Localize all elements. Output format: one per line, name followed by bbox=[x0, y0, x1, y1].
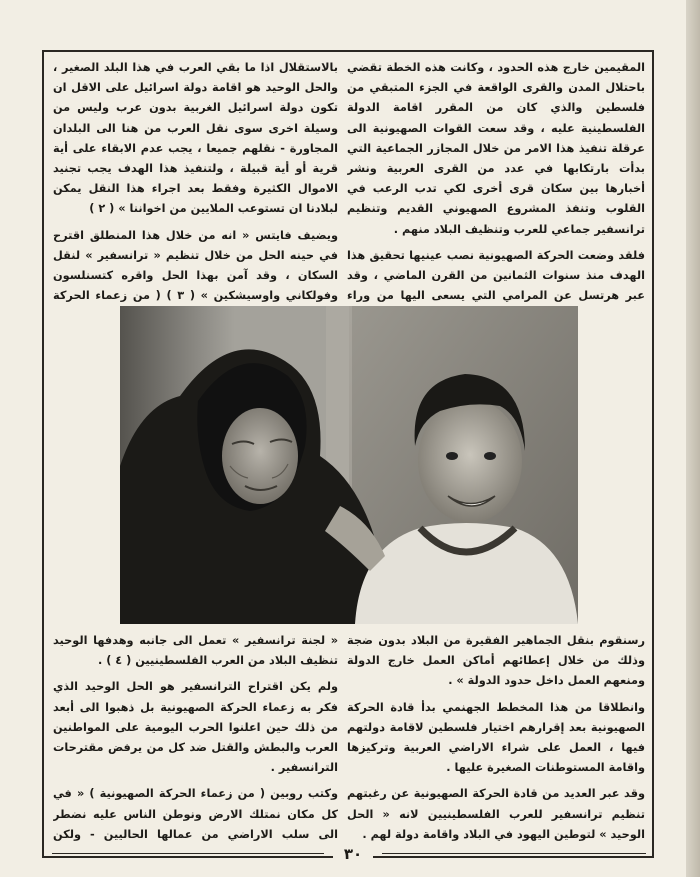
footer-rule-right bbox=[382, 853, 646, 854]
paragraph: وكتب روبين ( من زعماء الحركة الصهيونية ) « في كل مكان نمتلك الارض ونوطن الناس عليه نضطر الى سلب الاراضي من عمالها الحاليين - ولكن bbox=[53, 787, 338, 841]
column-left-bottom bbox=[53, 631, 338, 847]
column-right-top bbox=[347, 58, 645, 304]
paragraph: ولم يكن اقتراح الترانسفير هو الحل الوحيد الذي فكر به زعماء الحركة الصهيونية بل ذهبوا الى أبعد من ذلك حين اعلنوا الحرب اليومية على المواطنين العرب والبطش والقتل ضد كل من يرفض مقترحات الترانسفير . bbox=[53, 680, 338, 775]
footer-rule-left bbox=[52, 853, 324, 854]
photo-elderly-woman-and-boy bbox=[120, 306, 578, 624]
paragraph: رسنقوم بنقل الجماهير الفقيرة من البلاد بدون ضجة وذلك من خلال إعطائهم أماكن العمل خارج الدولة ومنعهم العمل داخل حدود الدولة » . bbox=[347, 634, 645, 688]
page-number: ٣٠ bbox=[333, 845, 373, 863]
photo-illustration bbox=[120, 306, 578, 624]
column-left-top bbox=[53, 58, 338, 304]
paragraph: ويضيف فايتس « انه من خلال هذا المنطلق اقترح في حينه الحل من خلال تنظيم « ترانسفير » لنقل السكان ، وقد آمن بهذا الحل واقره كتسنلسون وفولكاني واوسيشكين » ( ٣ ) ( من زعماء الحركة bbox=[53, 228, 338, 303]
paragraph: وقد عبر العديد من قادة الحركة الصهيونية عن رغبتهم تنظيم ترانسفير للعرب الفلسطينيين لانه « الحل الوحيد » لتوطين اليهود في البلاد واقامة دولة لهم . bbox=[347, 787, 645, 841]
paragraph: المقيمين خارج هذه الحدود ، وكانت هذه الخطة تقضي باحتلال المدن والقرى الواقعة في الجزء المتبقي من فلسطين والذي كان من المقرر اقامة الدولة الفلسطينية عليه ، وقد سعت القوات الصهيونية الى عرقلة تنفيذ هذا الامر من خلال المجازر الجماعية التي بدأت بارتكابها في عدد من القرى العربية ونشر أخبارها بين سكان قرى أخرى لكي تدب الرعب في القلوب وتنفذ المشروع الصهيوني القديم وتنظيم ترانسفير جماعي للعرب وتنظيف البلاد منهم . bbox=[347, 61, 645, 236]
column-right-bottom bbox=[347, 631, 645, 847]
paragraph: « لجنة ترانسفير » تعمل الى جانبه وهدفها الوحيد تنظيف البلاد من العرب الفلسطينيين ( ٤ ) . bbox=[53, 634, 338, 668]
paragraph: فلقد وضعت الحركة الصهيونية نصب عينيها تحقيق هذا الهدف منذ سنوات الثمانين من القرن الماضي ، وقد عبر هرتسل عن المرامي التي يسعى اليها من وراء bbox=[347, 248, 645, 303]
paragraph: بالاستقلال اذا ما بقي العرب في هذا البلد الصغير ، والحل الوحيد هو اقامة دولة اسرائيل على الاقل ان تكون دولة اسرائيل الغربية بدون عرب وليس من وسيلة اخرى سوى نقل العرب من هنا الى البلدان المجاورة - نقلهم جميعا ، يجب عدم الابقاء على أية قرية أو أية قبيلة ، ولتنفيذ هذا الهدف يجب تجنيد الاموال الكثيرة وفقط بعد اجراء هذا النقل يمكن لبلادنا ان تستوعب الملايين من اخواننا » ( ٢ ) bbox=[53, 61, 338, 216]
scan-edge bbox=[686, 0, 700, 877]
paragraph: وانطلاقا من هذا المخطط الجهنمي بدأ قادة الحركة الصهيونية بعد إقرارهم اختيار فلسطين لاقامة دولتهم فيها ، العمل على شراء الاراضي العربية وتركيزها واقامة المستوطنات الصغيرة عليها . bbox=[347, 700, 645, 775]
